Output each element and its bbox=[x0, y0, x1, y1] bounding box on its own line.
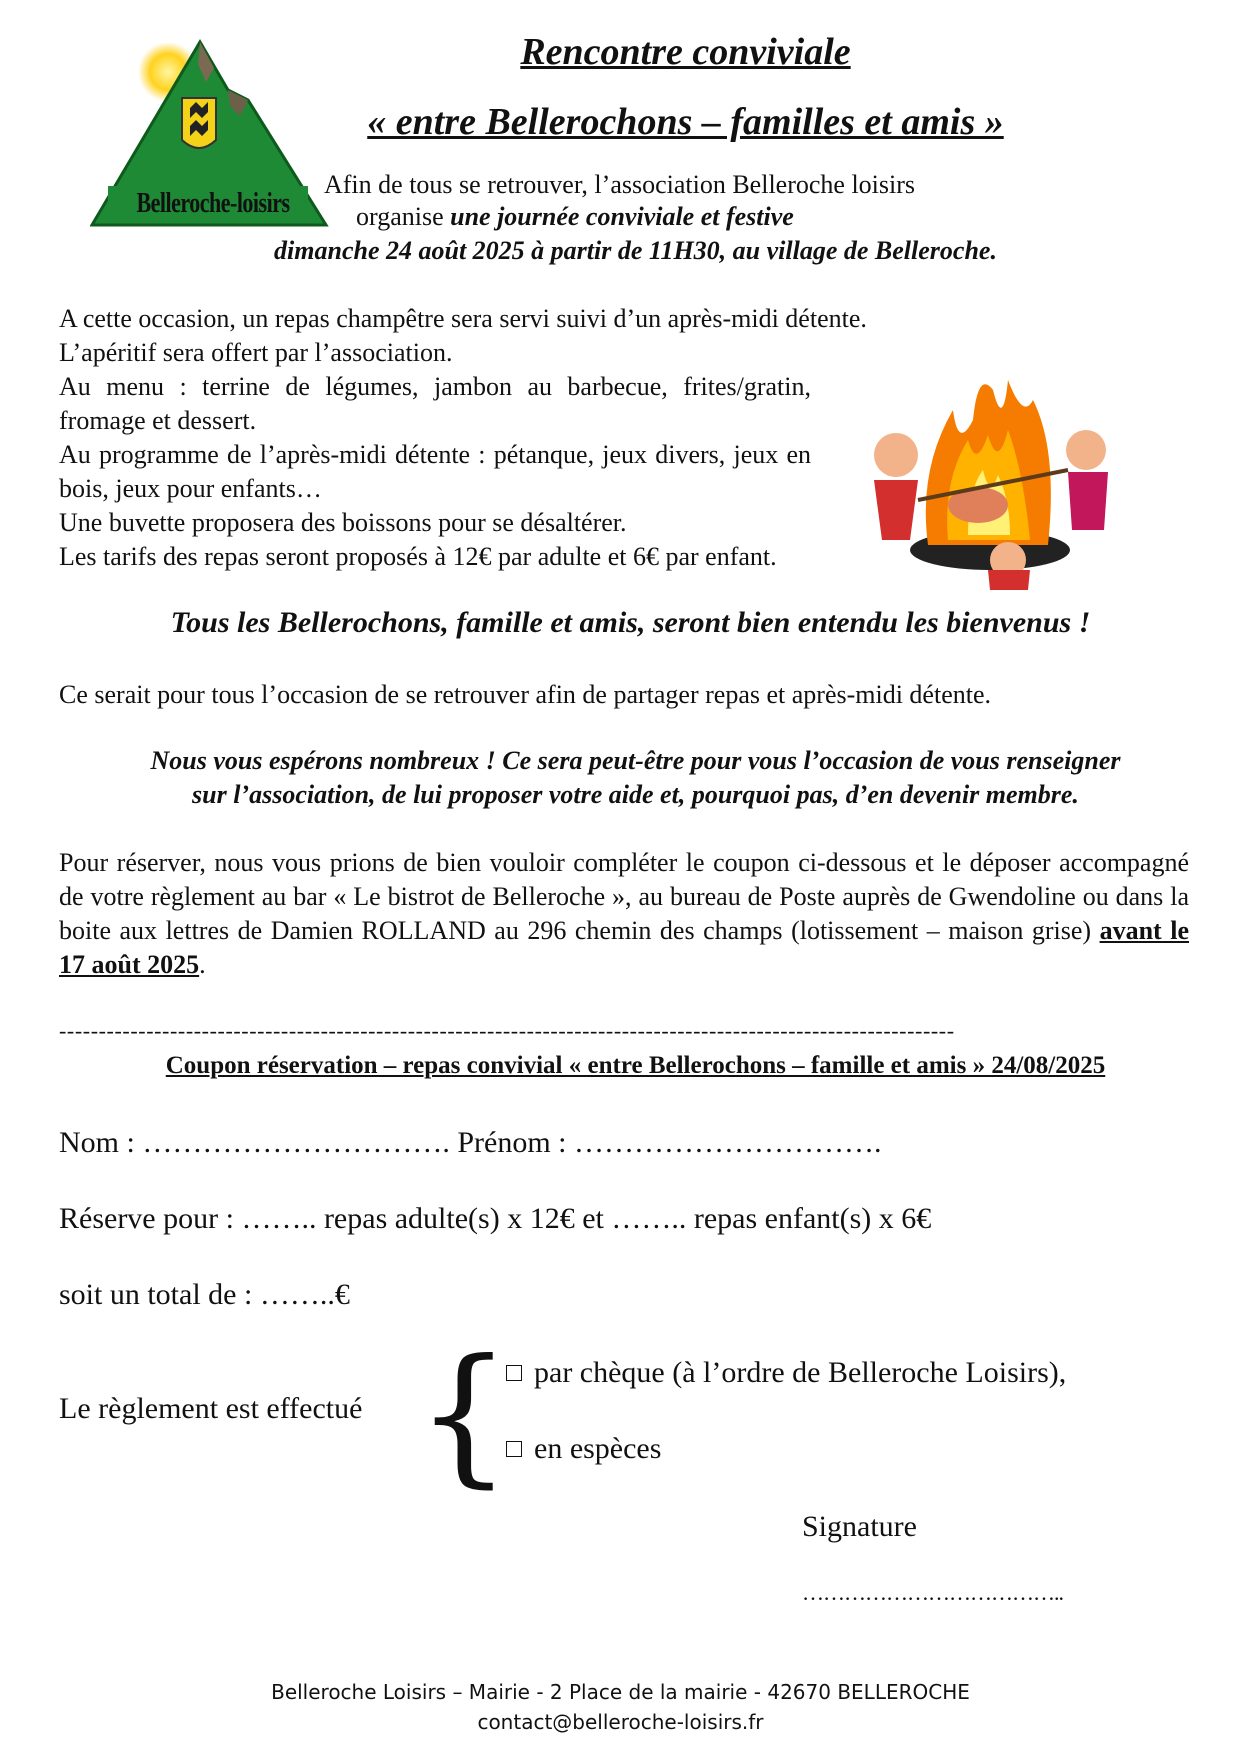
signature-line[interactable]: ……………………………….. bbox=[802, 1580, 1063, 1605]
logo-text: Belleroche-loisirs bbox=[136, 186, 290, 219]
checkbox-cheque[interactable] bbox=[506, 1365, 522, 1381]
barbecue-illustration bbox=[858, 350, 1122, 590]
event-date: dimanche 24 août 2025 à partir de 11H30, au village de Belleroche. bbox=[274, 236, 997, 265]
reservation-end: . bbox=[199, 950, 206, 979]
brace-icon: { bbox=[416, 1328, 512, 1502]
payment-option-cash[interactable] bbox=[506, 1432, 661, 1466]
coupon-title: Coupon réservation – repas convivial « entre Bellerochons – famille et amis » 24/08/2025 bbox=[165, 1052, 1106, 1079]
paragraph-program: Au programme de l’après-midi détente : pétanque, jeux divers, jeux en bois, jeux pour enfants… bbox=[59, 440, 811, 503]
page-subtitle: « entre Bellerochons – familles et amis » bbox=[367, 101, 1004, 143]
option-cash-label: en espèces bbox=[534, 1432, 662, 1465]
signature-label: Signature bbox=[802, 1510, 917, 1543]
hope-line-1: Nous vous espérons nombreux ! Ce sera peut-être pour vous l’occasion de vous renseigner bbox=[150, 746, 1121, 775]
total-line[interactable]: soit un total de : ……..€ bbox=[59, 1278, 350, 1311]
checkbox-cash[interactable] bbox=[506, 1441, 522, 1457]
option-cheque-label: par chèque (à l’ordre de Belleroche Loisirs), bbox=[534, 1356, 1067, 1389]
hope-line-2: sur l’association, de lui proposer votre aide et, pourquoi pas, d’en devenir membre. bbox=[192, 780, 1079, 809]
paragraph-aperitif: L’apéritif sera offert par l’association. bbox=[59, 338, 453, 367]
payment-label: Le règlement est effectué bbox=[59, 1392, 363, 1425]
payment-option-cheque[interactable] bbox=[506, 1356, 1066, 1390]
paragraph-prices: Les tarifs des repas seront proposés à 12€ par adulte et 6€ par enfant. bbox=[59, 542, 777, 571]
name-field-line[interactable]: Nom : …………………………. Prénom : …………………………. bbox=[59, 1126, 882, 1159]
footer-email[interactable]: contact@belleroche-loisirs.fr bbox=[477, 1710, 764, 1734]
reservation-text: Pour réserver, nous vous prions de bien vouloir compléter le coupon ci-dessous et le déposer accompagné de votre règlement au bar « Le bistrot de Belleroche », au bureau de Poste auprès de Gwendoline ou dans la boite aux lettres de Damien ROLLAND au 296 chemin des champs (lotissement – maison grise) bbox=[59, 848, 1189, 945]
meal-count-line[interactable]: Réserve pour : …….. repas adulte(s) x 12€ et …….. repas enfant(s) x 6€ bbox=[59, 1202, 932, 1235]
footer-address: Belleroche Loisirs – Mairie - 2 Place de la mairie - 42670 BELLEROCHE bbox=[271, 1680, 970, 1704]
paragraph-buvette: Une buvette proposera des boissons pour se désaltérer. bbox=[59, 508, 627, 537]
paragraph-menu: Au menu : terrine de légumes, jambon au barbecue, frites/gratin, fromage et dessert. bbox=[59, 372, 811, 435]
welcome-message: Tous les Bellerochons, famille et amis, seront bien entendu les bienvenus ! bbox=[170, 606, 1091, 639]
intro-line-1: Afin de tous se retrouver, l’association Belleroche loisirs bbox=[324, 170, 916, 199]
paragraph-occasion: Ce serait pour tous l’occasion de se retrouver afin de partager repas et après-midi détente. bbox=[59, 680, 992, 709]
reservation-deadline: avant le 17 août 2025 bbox=[59, 916, 1189, 979]
cut-line: ----------------------------------------------------------------------------------------------------------------- bbox=[59, 1018, 955, 1043]
intro-emphasis: une journée conviviale et festive bbox=[450, 202, 794, 231]
intro-organise: organise bbox=[356, 202, 451, 231]
paragraph-meal: A cette occasion, un repas champêtre sera servi suivi d’un après-midi détente. bbox=[59, 304, 867, 333]
paragraph-reservation bbox=[59, 846, 1189, 982]
intro-line-2 bbox=[356, 202, 794, 232]
page-title: Rencontre conviviale bbox=[520, 31, 851, 73]
